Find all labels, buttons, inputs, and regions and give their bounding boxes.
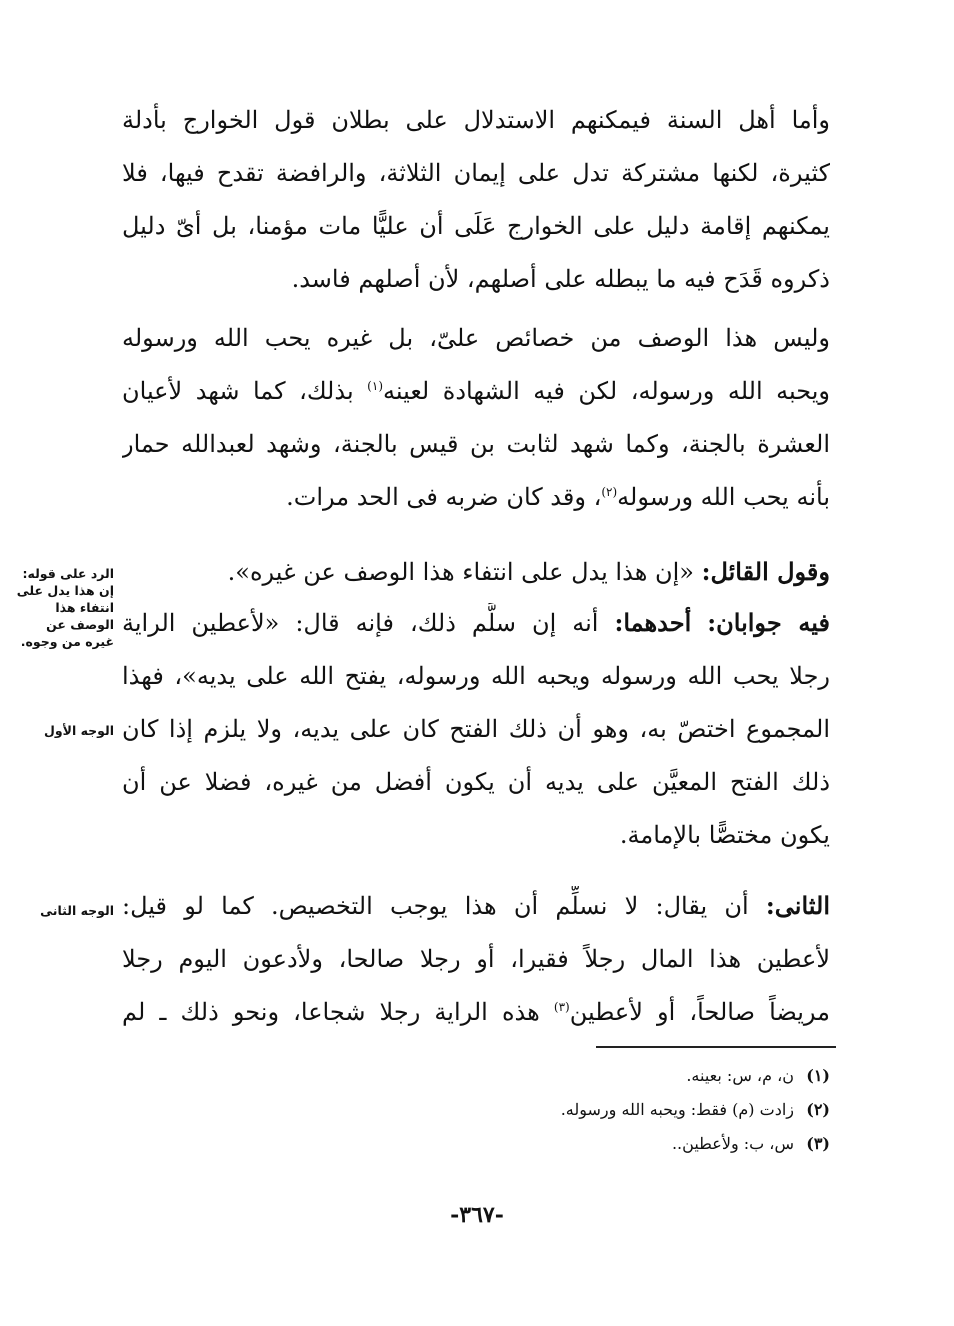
margin-note-reply: الرد على قوله: إن هذا يدل على انتفاء هذا الوصف عن غيره من وجوه. [16, 566, 114, 649]
page-number: -٣٦٧- [450, 1202, 504, 1228]
footnote-3-text: س، ب: ولأعطين.. [671, 1134, 794, 1153]
p1-line-1: وأما أهل السنة فيمكنهم الاستدلال على بطلان قول الخوارج بأدلة [122, 106, 830, 134]
p2-line-3: العشرة بالجنة، وكما شهد لثابت بن قيس بالجنة، وشهد لعبدالله حمار [122, 430, 830, 458]
margin-note-second-aspect: الوجه الثانى [40, 903, 114, 918]
footnote-1-text: ن، م، س: بعينه. [686, 1066, 794, 1085]
p2-line-2b: بذلك، كما شهد لأعيان [122, 377, 354, 405]
footnote-1-number: (١) [806, 1066, 830, 1085]
p3-rest: «إن هذا يدل على انتفاء هذا الوصف عن غيره». [227, 558, 694, 586]
p5-line-3b: هذه الراية رجلا شجاعا، ونحو ذلك ـ لم [122, 998, 540, 1026]
footnote-2 [330, 1098, 830, 1122]
margin-note-first-aspect: الوجه الأول [44, 723, 114, 738]
p5-line-2: لأعطين هذا المال رجلاً فقيرا، أو رجلا صالحا، ولأدعون اليوم رجلا [122, 945, 830, 973]
p2-line-4a: بأنه يحب الله ورسوله [617, 483, 830, 511]
p4-line-3: المجموع اختصّ به، وهو أن ذلك الفتح كان على يديه، ولا يلزم إذا كان [122, 715, 830, 743]
p2-line-2 [122, 371, 830, 411]
p1-line-4: ذكروه قَدَح فيه ما يبطله على أصلهم، لأن أصلهم فاسد. [291, 265, 830, 293]
p2-line-1: وليس هذا الوصف من خصائص علىّ، بل غيره يحب الله ورسوله [122, 324, 830, 352]
p1-line-2: كثيرة، لكنها مشتركة تدل على إيمان الثلاثة، والرافضة تقدح فيها، فلا [122, 159, 830, 187]
p2-line-2a: ويحبه الله ورسوله، لكن فيه الشهادة لعينه [383, 377, 830, 405]
footnote-ref-3: (٣) [553, 1000, 570, 1014]
footnote-3-number: (٣) [806, 1134, 830, 1153]
p2-line-4 [122, 477, 830, 517]
footnote-ref-1: (١) [367, 379, 383, 393]
p4-lead2: أحدهما: [614, 608, 692, 637]
p5-line-1 [122, 886, 830, 926]
p4-lead: فيه جوابان: [707, 608, 830, 637]
footnote-divider [596, 1046, 836, 1048]
p5-line-1-rest: أن يقال: لا نسلِّم أن هذا يوجب التخصيص. كما لو قيل: [122, 892, 749, 920]
footnote-2-text: زادت (م) فقط: ويحبه الله ورسوله. [560, 1100, 794, 1119]
p5-line-3a: مريضاً صالحاً، أو لأعطين [569, 998, 830, 1026]
p4-line-1-rest: أنه إن سلَّم ذلك، فإنه قال: «لأعطين الراية [122, 609, 599, 637]
p4-line-1 [122, 603, 830, 643]
footnote-ref-2: (٢) [601, 485, 618, 499]
p5-line-3 [122, 992, 830, 1032]
p2-line-4b: ، وقد كان ضربه فى الحد مرات. [286, 483, 602, 511]
footnote-2-number: (٢) [806, 1100, 830, 1119]
p4-line-4: ذلك الفتح المعيَّن على يديه أن يكون أفضل من غيره، فضلا عن أن [122, 768, 830, 796]
p1-line-3: يمكنهم إقامة دليل على الخوارج عَلَى أن عليًّا مات مؤمنا، بل أىّ دليل [122, 212, 830, 240]
p5-lead: الثانى: [765, 891, 830, 920]
footnote-3 [330, 1132, 830, 1156]
p3-line-1 [122, 552, 830, 592]
p4-line-5: يكون مختصًّا بالإمامة. [619, 821, 830, 849]
footnote-1 [330, 1064, 830, 1088]
p4-line-2: رجلا يحب الله ورسوله ويحبه الله ورسوله، يفتح الله على يديه»، فهذا [122, 662, 830, 690]
p3-lead: وقول القائل: [701, 557, 830, 586]
